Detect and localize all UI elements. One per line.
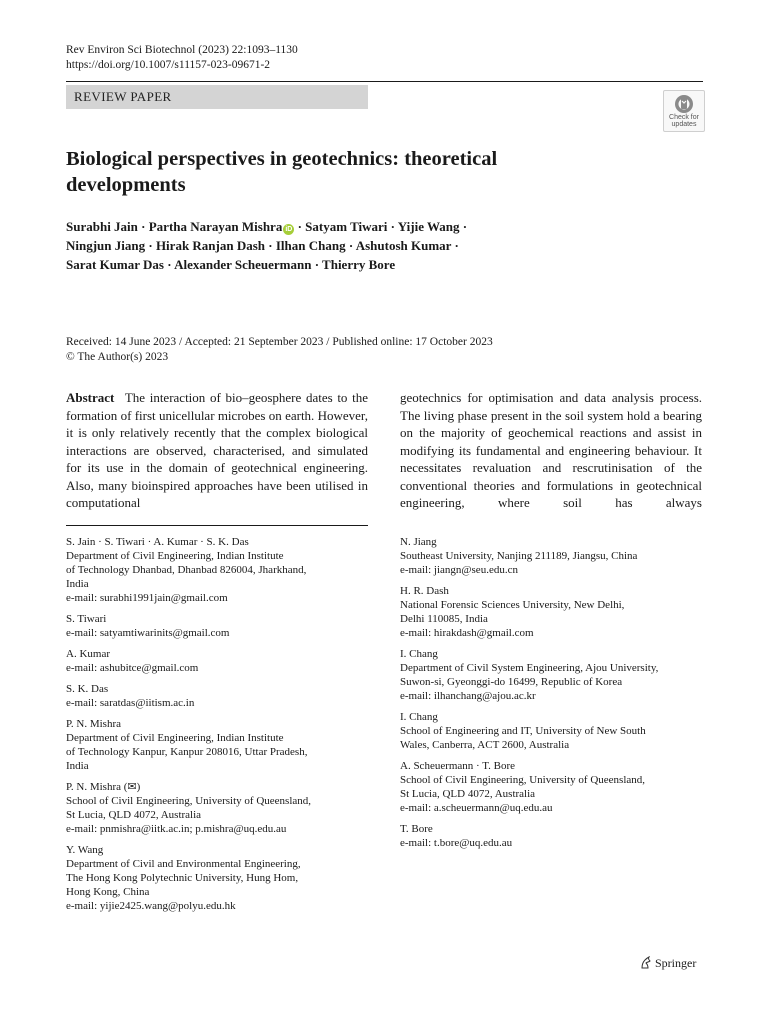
- article-title: Biological perspectives in geotechnics: theoretical developments: [66, 148, 498, 196]
- article-type-bar: [66, 85, 368, 109]
- affiliation-block: [400, 535, 710, 577]
- affiliation-line: Department of Civil System Engineering, Ajou University,: [400, 662, 659, 674]
- author-line-2: Ningjun Jiang · Hirak Ranjan Dash · Ilhan Chang · Ashutosh Kumar ·: [66, 238, 459, 253]
- affiliation-line: St Lucia, QLD 4072, Australia: [400, 788, 536, 800]
- affiliation-line: National Forensic Sciences University, New Delhi,: [400, 599, 625, 611]
- affiliation-line: e-mail: jiangn@seu.edu.cn: [400, 564, 518, 576]
- affiliation-block: [400, 759, 710, 815]
- check-updates-line2: updates: [671, 121, 697, 128]
- affiliation-line: e-mail: hirakdash@gmail.com: [400, 627, 534, 639]
- check-updates-line1: Check for: [669, 114, 699, 121]
- check-for-updates-badge[interactable]: [663, 90, 705, 132]
- affiliation-line: School of Civil Engineering, University of Queensland,: [400, 774, 646, 786]
- affiliation-line: e-mail: a.scheuermann@uq.edu.au: [400, 802, 553, 814]
- affiliation-line: e-mail: yijie2425.wang@polyu.edu.hk: [66, 900, 236, 912]
- header-rule: [66, 81, 703, 82]
- publication-dates: [66, 335, 493, 365]
- author-line-3: Sarat Kumar Das · Alexander Scheuermann · Thierry Bore: [66, 257, 396, 272]
- affiliation-block: [400, 647, 710, 703]
- affiliation-block: [66, 647, 376, 675]
- affiliation-line: School of Civil Engineering, University of Queensland,: [66, 795, 312, 807]
- affiliation-line: S. Tiwari: [66, 613, 107, 625]
- affiliation-line: N. Jiang: [400, 536, 437, 548]
- check-updates-icon: [674, 94, 694, 114]
- affiliation-line: St Lucia, QLD 4072, Australia: [66, 809, 202, 821]
- affiliation-block: [66, 843, 376, 913]
- abstract-heading: Abstract: [66, 390, 115, 405]
- affiliation-line: Southeast University, Nanjing 211189, Jiangsu, China: [400, 550, 638, 562]
- affiliation-line: A. Scheuermann · T. Bore: [400, 760, 516, 772]
- affiliation-line: P. N. Mishra (✉): [66, 781, 141, 793]
- affiliation-line: India: [66, 760, 89, 772]
- affiliation-line: e-mail: t.bore@uq.edu.au: [400, 837, 513, 849]
- affiliation-line: Y. Wang: [66, 844, 104, 856]
- journal-header: [66, 43, 298, 73]
- abstract-column-left: [66, 389, 368, 512]
- author-list: [66, 217, 626, 274]
- affiliation-line: e-mail: surabhi1991jain@gmail.com: [66, 592, 228, 604]
- abstract-text-left: The interaction of bio–geosphere dates to the formation of first unicellular microbes on earth. However, it is only relatively recently that the complex biological interactions are observed, characterised, and simulated for its use in the domain of geotechnical engineering. Also, many bioinspired approaches have been utilised in computational: [66, 390, 368, 510]
- doi-link[interactable]: https://doi.org/10.1007/s11157-023-09671-2: [66, 59, 271, 71]
- abstract-column-right: geotechnics for optimisation and data analysis process. The living phase present in the soil system hold a bearing on the majority of geochemical reactions and assist in modifying its fundamental and engineering behaviour. It necessitates revaluation and rescrutinisation of the conventional theories and formulations in geotechnical engineering, where soil has always: [400, 390, 702, 510]
- affiliation-block: [66, 717, 376, 773]
- affiliation-line: P. N. Mishra: [66, 718, 122, 730]
- affiliation-line: e-mail: satyamtiwarinits@gmail.com: [66, 627, 230, 639]
- footnote-divider: [66, 525, 368, 526]
- affiliation-line: School of Engineering and IT, University of New South: [400, 725, 646, 737]
- affiliation-line: S. Jain · S. Tiwari · A. Kumar · S. K. Das: [66, 536, 249, 548]
- author-line-1: [66, 217, 626, 236]
- copyright-line: © The Author(s) 2023: [66, 351, 169, 363]
- affiliation-line: H. R. Dash: [400, 585, 449, 597]
- publisher-name: Springer: [655, 956, 697, 970]
- affiliation-line: Delhi 110085, India: [400, 613, 488, 625]
- affiliation-line: of Technology Kanpur, Kanpur 208016, Uttar Pradesh,: [66, 746, 308, 758]
- affiliation-line: A. Kumar: [66, 648, 110, 660]
- affiliation-line: e-mail: ilhanchang@ajou.ac.kr: [400, 690, 536, 702]
- affiliation-line: Suwon-si, Gyeonggi-do 16499, Republic of Korea: [400, 676, 623, 688]
- affiliation-line: Department of Civil and Environmental Engineering,: [66, 858, 301, 870]
- affiliations-left: [66, 535, 376, 920]
- affiliation-block: [66, 682, 376, 710]
- authors-text-b: · Satyam Tiwari · Yijie Wang ·: [294, 219, 468, 234]
- affiliation-line: Hong Kong, China: [66, 886, 150, 898]
- affiliation-line: The Hong Kong Polytechnic University, Hung Hom,: [66, 872, 299, 884]
- affiliation-block: [66, 612, 376, 640]
- affiliation-block: [400, 710, 710, 752]
- publisher-logo: [639, 955, 696, 971]
- affiliation-line: S. K. Das: [66, 683, 109, 695]
- article-type-label: REVIEW PAPER: [74, 89, 172, 104]
- authors-text-a: Surabhi Jain · Partha Narayan Mishra: [66, 219, 283, 234]
- affiliation-block: [400, 822, 710, 850]
- affiliation-line: I. Chang: [400, 648, 438, 660]
- affiliation-line: e-mail: saratdas@iitism.ac.in: [66, 697, 195, 709]
- affiliation-line: e-mail: ashubitce@gmail.com: [66, 662, 199, 674]
- date-history: Received: 14 June 2023 / Accepted: 21 September 2023 / Published online: 17 October 2023: [66, 336, 493, 348]
- affiliation-line: I. Chang: [400, 711, 438, 723]
- springer-horse-icon: [639, 956, 652, 969]
- affiliation-line: India: [66, 578, 89, 590]
- affiliation-block: [400, 584, 710, 640]
- affiliation-line: of Technology Dhanbad, Dhanbad 826004, Jharkhand,: [66, 564, 307, 576]
- affiliations-right: [400, 535, 710, 857]
- affiliation-line: e-mail: pnmishra@iitk.ac.in; p.mishra@uq.edu.au: [66, 823, 287, 835]
- affiliation-line: Department of Civil Engineering, Indian Institute: [66, 550, 284, 562]
- affiliation-block: [66, 780, 376, 836]
- journal-citation: Rev Environ Sci Biotechnol (2023) 22:1093–1130: [66, 44, 298, 56]
- affiliation-line: T. Bore: [400, 823, 433, 835]
- orcid-icon[interactable]: iD: [285, 226, 293, 233]
- affiliation-line: Wales, Canberra, ACT 2600, Australia: [400, 739, 570, 751]
- affiliation-block: [66, 535, 376, 605]
- affiliation-line: Department of Civil Engineering, Indian Institute: [66, 732, 284, 744]
